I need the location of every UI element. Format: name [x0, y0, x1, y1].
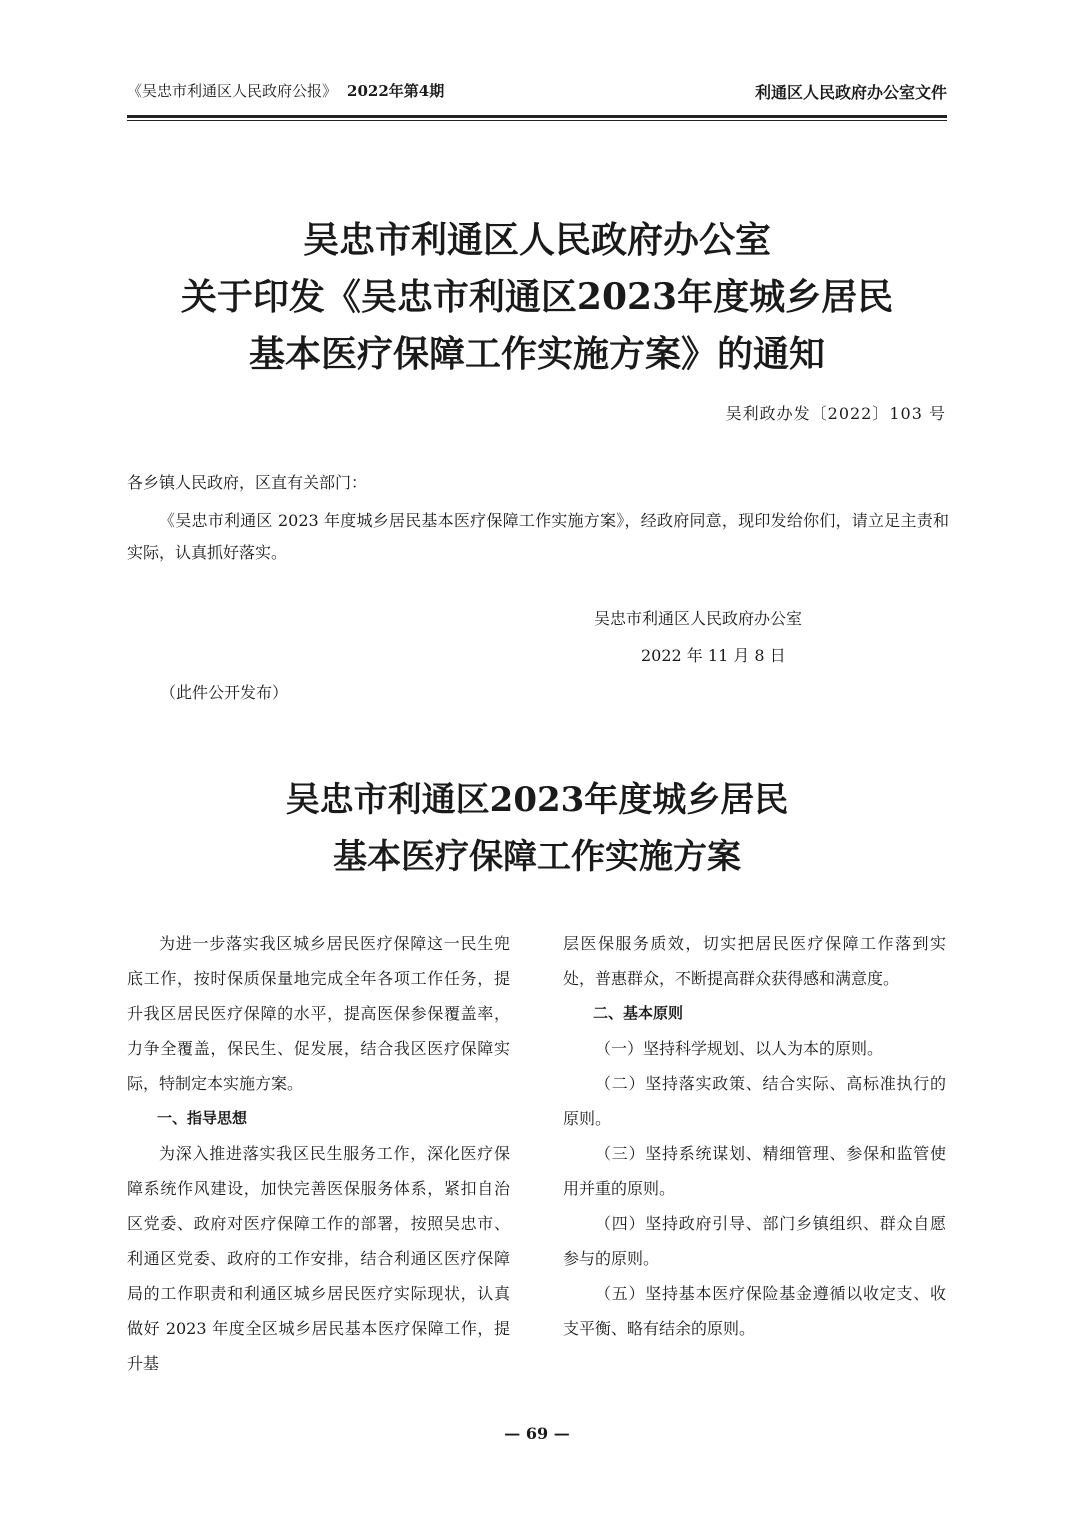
section2-heading: 二、基本原则 — [593, 1004, 684, 1022]
left-column — [127, 926, 510, 1381]
addressee: 各乡镇人民政府，区直有关部门： — [127, 473, 368, 492]
principle-item: （四）坚持政府引导、部门乡镇组织、群众自愿参与的原则。 — [563, 1214, 946, 1268]
principle-item: （二）坚持落实政策、结合实际、高标准执行的原则。 — [563, 1074, 946, 1128]
notice-body: 《吴忠市利通区 2023 年度城乡居民基本医疗保障工作实施方案》，经政府同意，现印发给你们，请立足主责和实际，认真抓好落实。 — [127, 511, 949, 562]
page-number: — 69 — — [504, 1424, 570, 1443]
plan-title-line1: 吴忠市利通区2023年度城乡居民 — [285, 780, 789, 820]
header-rule-thick — [127, 115, 947, 118]
principle-item: （五）坚持基本医疗保险基金遵循以收定支、收支平衡、略有结余的原则。 — [563, 1284, 946, 1338]
intro-paragraph: 为进一步落实我区城乡居民医疗保障这一民生兜底工作，按时保质保量地完成全年各项工作任务，提升我区居民医疗保障的水平，提高医保参保覆盖率，力争全覆盖，保民生、促发展，结合我区医疗保障实际，特制定本实施方案。 — [127, 934, 510, 1093]
right-column — [563, 926, 946, 1346]
section1-heading: 一、指导思想 — [157, 1109, 248, 1127]
plan-title — [100, 772, 974, 886]
plan-title-line2: 基本医疗保障工作实施方案 — [333, 837, 741, 877]
signature-date: 2022 年 11 月 8 日 — [641, 646, 786, 665]
header-journal: 《吴忠市利通区人民政府公报》 2022年第4期 — [127, 82, 445, 100]
header-doc-type: 利通区人民政府办公室文件 — [754, 83, 947, 102]
running-header — [127, 80, 947, 106]
publication-note: （此件公开发布） — [160, 683, 289, 702]
section1-body: 为深入推进落实我区民生服务工作，深化医疗保障系统作风建设，加快完善医保服务体系，紧扣自治区党委、政府对医疗保障工作的部署，按照吴忠市、利通区党委、政府的工作安排，结合利通区医疗保障局的工作职责和利通区城乡居民医疗实际现状，认真做好 2023 年度全区城乡居民基本医疗保障工作，提升基 — [127, 1144, 510, 1373]
signature-org: 吴忠市利通区人民政府办公室 — [594, 609, 803, 628]
continuation-paragraph: 层医保服务质效，切实把居民医疗保障工作落到实处，普惠群众，不断提高群众获得感和满意度。 — [563, 934, 946, 988]
header-rule-thin — [127, 120, 947, 121]
principle-item: （三）坚持系统谋划、精细管理、参保和监管使用并重的原则。 — [563, 1144, 946, 1198]
notice-title-line3: 基本医疗保障工作实施方案》的通知 — [248, 333, 825, 375]
header-issue: 2022年第4期 — [347, 82, 445, 100]
principle-item: （一）坚持科学规划、以人为本的原则。 — [595, 1039, 884, 1058]
notice-title-line2: 关于印发《吴忠市利通区2023年度城乡居民 — [180, 276, 894, 318]
notice-title — [100, 212, 974, 383]
notice-title-line1: 吴忠市利通区人民政府办公室 — [302, 219, 771, 261]
document-number: 吴利政办发〔2022〕103 号 — [725, 404, 946, 423]
